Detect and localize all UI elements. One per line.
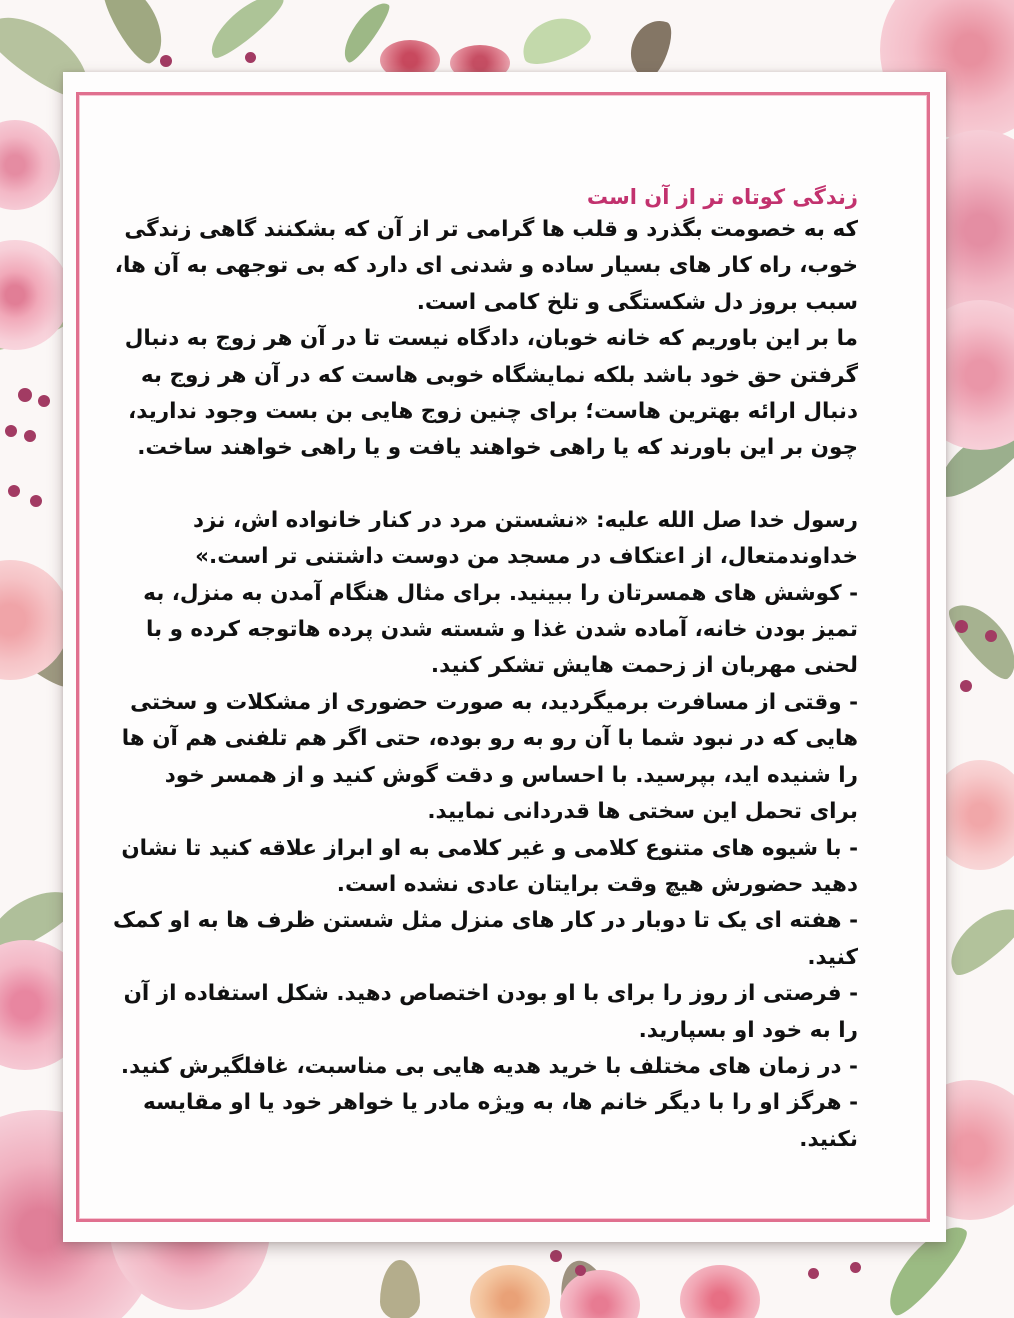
berry-decoration	[18, 388, 32, 402]
rose-decoration	[680, 1265, 760, 1318]
document-title: زندگی کوتاه تر از آن است	[586, 185, 858, 209]
berry-decoration	[160, 55, 172, 67]
berry-decoration	[8, 485, 20, 497]
berry-decoration	[5, 425, 17, 437]
berry-decoration	[850, 1262, 861, 1273]
berry-decoration	[955, 620, 968, 633]
leaf-decoration	[938, 896, 1014, 983]
leaf-decoration	[942, 592, 1014, 685]
tip-item: - کوشش های همسرتان را ببینید. برای مثال هنگام آمدن به منزل، به تمیز بودن خانه، آماده شدن غذا و شسته شدن پرده هاتوجه کرده و با لحنی مهربان از زحمت هایش تشکر کنید.	[143, 580, 858, 679]
berry-decoration	[575, 1265, 586, 1276]
tip-item: - در زمان های مختلف با خرید هدیه هایی بی مناسبت، غافلگیرش کنید.	[120, 1053, 858, 1079]
tip-item: - فرصتی از روز را برای با او بودن اختصاص دهید. شکل استفاده از آن را به خود او بسپارید.	[123, 981, 858, 1043]
tip-item: - هرگز او را با دیگر خانم ها، به ویژه مادر یا خواهر خود یا او مقایسه نکنید.	[142, 1090, 858, 1152]
berry-decoration	[24, 430, 36, 442]
rose-decoration	[470, 1265, 550, 1318]
prophet-quote: رسول خدا صل الله علیه: «نشستن مرد در کنار خانواده اش، نزد خداوندمتعال، از اعتکاف در مسجد من دوست داشتنی تر است.»	[193, 507, 858, 570]
berry-decoration	[38, 395, 50, 407]
berry-decoration	[960, 680, 972, 692]
berry-decoration	[30, 495, 42, 507]
berry-decoration	[550, 1250, 562, 1262]
intro-paragraph: که به خصومت بگذرد و قلب ها گرامی تر از آن که بشکنند گاهی زندگی خوب، راه کار های بسیار ساده و شدنی ای دارد که بی توجهی به آن ها، سبب بروز دل شکستگی و تلخ کامی است.	[114, 217, 858, 315]
tip-item: - وقتی از مسافرت برمیگردید، به صورت حضوری از مشکلات و سختی هایی که در نبود شما با آن رو به رو بوده، حتی اگر هم تلفنی هم آن ها را شنیده اید، بپرسید. با احساس و دقت گوش کنید و از همسر خود برای تحمل این سختی ها قدردانی نمایید.	[121, 689, 858, 825]
paragraph-gap	[112, 467, 858, 503]
berry-decoration	[245, 52, 256, 63]
rose-decoration	[0, 120, 60, 210]
rose-decoration	[0, 240, 70, 350]
tip-item: - با شیوه های متنوع کلامی و غیر کلامی به او ابراز علاقه کنید تا نشان دهید حضورش هیچ وقت برایتان عادی نشده است.	[121, 835, 858, 897]
tip-item: - هفته ای یک تا دوبار در کار های منزل مثل شستن ظرف ها به او کمک کنید.	[112, 908, 858, 970]
document-body	[112, 182, 858, 1158]
leaf-decoration	[380, 1260, 420, 1318]
leaf-decoration	[515, 9, 594, 71]
berry-decoration	[808, 1268, 819, 1279]
belief-paragraph: ما بر این باوریم که خانه خوبان، دادگاه نیست تا در آن هر زوج به دنبال گرفتن حق خود باشد بلکه نمایشگاه خوبی هاست که در آن هر زوج به دنبال ارائه بهترین هاست؛ برای چنین زوج هایی بن بست وجود ندارید، چون بر این باورند که یا راهی خواهند یافت و یا راهی خواهند ساخت.	[124, 326, 858, 461]
berry-decoration	[985, 630, 997, 642]
